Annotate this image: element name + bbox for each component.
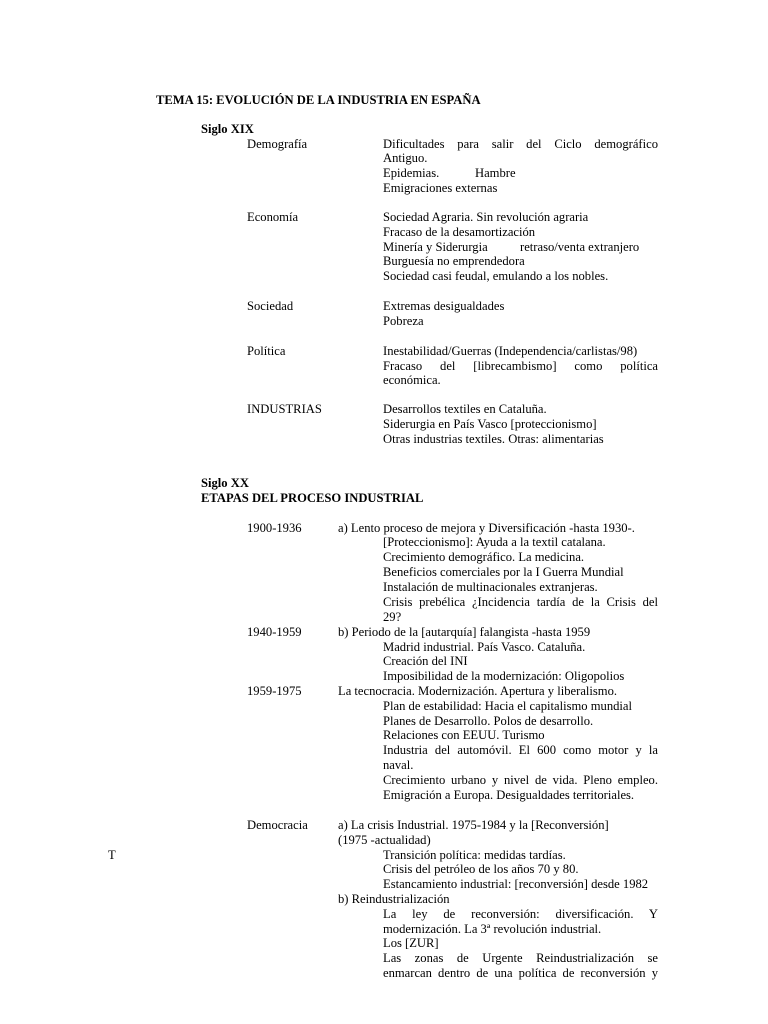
- row-label-politica: Política: [247, 344, 286, 358]
- period-3-heading: La tecnocracia. Modernización. Apertura y liberalismo.: [338, 684, 618, 698]
- section-heading-siglo-xix: Siglo XIX: [201, 122, 254, 136]
- sociedad-line-1: Extremas desigualdades: [383, 299, 505, 313]
- period-3-line-3: Relaciones con EEUU. Turismo: [383, 728, 545, 742]
- economia-line-2: Fracaso de la desamortización: [383, 225, 536, 239]
- economia-line-3a: Minería y Siderurgia: [383, 240, 488, 254]
- period-1-line-3: Beneficios comerciales por la I Guerra Mundial: [383, 565, 624, 579]
- period-1-line-5: Crisis prebélica ¿Incidencia tardía de la Crisis del: [383, 595, 658, 609]
- politica-line-1: Inestabilidad/Guerras (Independencia/carlistas/98): [383, 344, 638, 358]
- period-1-line-4: Instalación de multinacionales extranjeras.: [383, 580, 598, 594]
- margin-mark: T: [108, 848, 116, 862]
- document-title: TEMA 15: EVOLUCIÓN DE LA INDUSTRIA EN ESPAÑA: [156, 93, 481, 107]
- period-years-1959-1975: 1959-1975: [247, 684, 302, 698]
- period-years-1940-1959: 1940-1959: [247, 625, 302, 639]
- economia-line-3b: retraso/venta extranjero: [520, 240, 640, 254]
- economia-line-1: Sociedad Agraria. Sin revolución agraria: [383, 210, 589, 224]
- demografia-line-2: Antiguo.: [383, 151, 428, 165]
- period-4-line-1: Transición política: medidas tardías.: [383, 848, 566, 862]
- period-years-1900-1936: 1900-1936: [247, 521, 302, 535]
- demografia-line-4: Emigraciones externas: [383, 181, 498, 195]
- period-3-line-2: Planes de Desarrollo. Polos de desarrollo.: [383, 714, 594, 728]
- politica-line-2: Fracaso del [librecambismo] como política: [383, 359, 658, 373]
- industrias-line-3: Otras industrias textiles. Otras: alimentarias: [383, 432, 604, 446]
- industrias-line-2: Siderurgia en País Vasco [proteccionismo]: [383, 417, 597, 431]
- period-1-line-6: 29?: [383, 610, 402, 624]
- period-2-heading: b) Periodo de la [autarquía] falangista -hasta 1959: [338, 625, 591, 639]
- period-4-line-7: Las zonas de Urgente Reindustrialización se: [383, 951, 658, 965]
- period-1-heading: a) Lento proceso de mejora y Diversificación -hasta 1930-.: [338, 521, 635, 535]
- period-4-heading-3: b) Reindustrialización: [338, 892, 450, 906]
- economia-line-4: Burguesía no emprendedora: [383, 254, 525, 268]
- period-3-line-1: Plan de estabilidad: Hacia el capitalismo mundial: [383, 699, 633, 713]
- period-4-line-2: Crisis del petróleo de los años 70 y 80.: [383, 862, 579, 876]
- period-4-line-6: Los [ZUR]: [383, 936, 439, 950]
- section-subheading-etapas: ETAPAS DEL PROCESO INDUSTRIAL: [201, 491, 424, 505]
- period-2-line-3: Imposibilidad de la modernización: Oligopolios: [383, 669, 625, 683]
- period-4-line-5: modernización. La 3ª revolución industrial.: [383, 922, 602, 936]
- sociedad-line-2: Pobreza: [383, 314, 424, 328]
- period-4-line-4: La ley de reconversión: diversificación. Y: [383, 907, 658, 921]
- period-3-line-5: naval.: [383, 758, 414, 772]
- period-2-line-2: Creación del INI: [383, 654, 468, 668]
- period-4-line-8: enmarcan dentro de una política de reconversión y: [383, 966, 658, 980]
- demografia-line-1: Dificultades para salir del Ciclo demográfico: [383, 137, 658, 151]
- row-label-demografia: Demografía: [247, 137, 308, 151]
- period-4-heading-2: (1975 -actualidad): [338, 833, 431, 847]
- politica-line-3: económica.: [383, 373, 441, 387]
- section-heading-siglo-xx: Siglo XX: [201, 476, 249, 490]
- demografia-line-3a: Epidemias.: [383, 166, 440, 180]
- period-3-line-7: Emigración a Europa. Desigualdades territoriales.: [383, 788, 635, 802]
- period-years-democracia: Democracia: [247, 818, 308, 832]
- period-4-line-3: Estancamiento industrial: [reconversión] desde 1982: [383, 877, 649, 891]
- industrias-line-1: Desarrollos textiles en Cataluña.: [383, 402, 547, 416]
- row-label-economia: Economía: [247, 210, 299, 224]
- row-label-industrias: INDUSTRIAS: [247, 402, 322, 416]
- period-1-line-1: [Proteccionismo]: Ayuda a la textil catalana.: [383, 535, 606, 549]
- period-4-heading: a) La crisis Industrial. 1975-1984 y la [Reconversión]: [338, 818, 609, 832]
- economia-line-5: Sociedad casi feudal, emulando a los nobles.: [383, 269, 609, 283]
- period-3-line-4: Industria del automóvil. El 600 como motor y la: [383, 743, 658, 757]
- period-3-line-6: Crecimiento urbano y nivel de vida. Pleno empleo.: [383, 773, 658, 787]
- demografia-line-3b: Hambre: [475, 166, 516, 180]
- period-1-line-2: Crecimiento demográfico. La medicina.: [383, 550, 585, 564]
- row-label-sociedad: Sociedad: [247, 299, 294, 313]
- period-2-line-1: Madrid industrial. País Vasco. Cataluña.: [383, 640, 586, 654]
